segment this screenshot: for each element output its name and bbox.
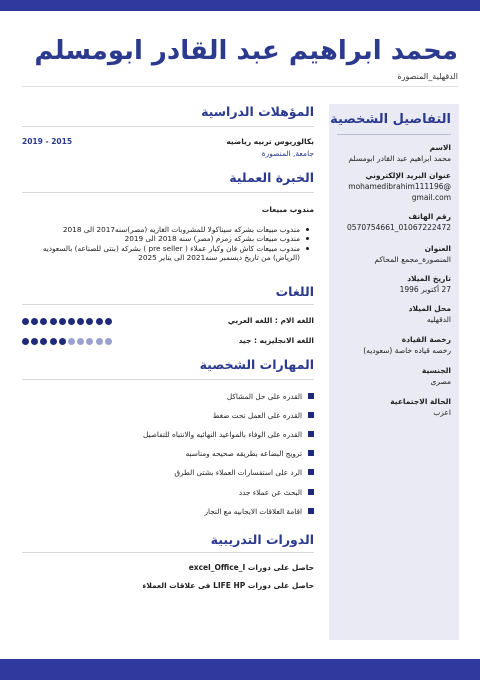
- level-dot-filled: [31, 338, 38, 345]
- list-item: مندوب مبيعات بشركه زمزم (مصر) سنه 2018 الى 2019: [22, 234, 300, 243]
- square-bullet-icon: [308, 431, 314, 437]
- detail-value: اعزب: [433, 408, 451, 417]
- square-bullet-icon: [308, 450, 314, 456]
- detail-value: المنصورة_مجمع المحاكم: [374, 255, 451, 264]
- detail-label: العنوان: [424, 244, 451, 253]
- detail-address: [333, 243, 451, 265]
- level-dot-filled: [31, 318, 38, 325]
- experience-divider: [22, 192, 314, 193]
- square-bullet-icon: [308, 489, 314, 495]
- level-dot-filled: [86, 318, 93, 325]
- courses-title: الدورات التدريبية: [210, 532, 314, 547]
- detail-value: محمد ابراهيم عبد القادر ابومسلم: [348, 154, 451, 163]
- personal-details-sidebar: [329, 104, 459, 640]
- level-dot-filled: [59, 318, 66, 325]
- square-bullet-icon: [308, 393, 314, 399]
- course-item: حاصل على دورات excel_Office_I: [188, 563, 314, 572]
- education-dates: 2019 - 2015: [22, 137, 73, 146]
- education-divider: [22, 126, 314, 127]
- courses-divider: [22, 552, 314, 553]
- level-dot-filled: [68, 318, 75, 325]
- detail-phone: [333, 211, 451, 233]
- detail-birth-place: [333, 303, 451, 325]
- detail-marital-status: [333, 396, 451, 418]
- level-dot-filled: [96, 318, 103, 325]
- detail-value: mohamedibrahim111196@ gmail.com: [348, 182, 451, 202]
- experience-title: الخبرة العملية: [229, 170, 314, 185]
- level-dot-filled: [59, 338, 66, 345]
- level-dot-filled: [40, 318, 47, 325]
- square-bullet-icon: [308, 412, 314, 418]
- detail-name: [333, 142, 451, 164]
- level-dot-filled: [50, 318, 57, 325]
- detail-label: تاريخ الميلاد: [407, 274, 451, 283]
- level-dot-empty: [77, 338, 84, 345]
- level-dot-filled: [105, 318, 112, 325]
- detail-value: 27 أكتوبر 1996: [399, 285, 451, 294]
- list-item: مندوب مبيعات بشركه سيناكولا للمشروبات الغازيه (مصر)سنه2017 الى 2018: [22, 225, 300, 234]
- experience-list: [22, 225, 314, 263]
- detail-birth-date: [333, 273, 451, 295]
- detail-label: محل الميلاد: [408, 304, 451, 313]
- detail-label: الاسم: [429, 143, 451, 152]
- skills-title: المهارات الشخصية: [199, 357, 314, 372]
- course-item: حاصل على دورات LIFE HP فى علاقات العملاء: [142, 581, 314, 590]
- language-label: اللغه الام : اللغه العربي: [227, 316, 314, 325]
- detail-email: [333, 170, 451, 203]
- full-name: محمد ابراهيم عبد القادر ابومسلم: [34, 36, 458, 66]
- level-dot-filled: [77, 318, 84, 325]
- detail-label: الجنسية: [421, 366, 451, 375]
- skills-divider: [22, 379, 314, 380]
- languages-divider: [22, 304, 314, 305]
- detail-value: مصرى: [430, 377, 451, 386]
- level-dot-empty: [86, 338, 93, 345]
- language-label: اللغه الانجليزيه : جيد: [238, 336, 314, 345]
- level-dot-filled: [22, 318, 29, 325]
- level-dot-filled: [22, 338, 29, 345]
- languages-title: اللغات: [275, 284, 314, 299]
- detail-value: الدقهليه: [426, 315, 451, 324]
- level-dot-filled: [50, 338, 57, 345]
- sidebar-title: التفاصيل الشخصية: [330, 112, 451, 127]
- level-dot-empty: [68, 338, 75, 345]
- square-bullet-icon: [308, 508, 314, 514]
- level-dot-empty: [105, 338, 112, 345]
- language-level-dots: [22, 338, 112, 345]
- level-dot-filled: [40, 338, 47, 345]
- level-dot-empty: [96, 338, 103, 345]
- language-row-arabic: [22, 316, 314, 328]
- sidebar-divider: [337, 134, 451, 135]
- detail-label: رخصة القيادة: [401, 335, 451, 344]
- education-title: المؤهلات الدراسية: [201, 104, 314, 119]
- square-bullet-icon: [308, 469, 314, 475]
- language-level-dots: [22, 318, 112, 325]
- detail-label: الحالة الاجتماعية: [390, 397, 451, 406]
- header-divider: [22, 86, 458, 87]
- detail-value: 0570754661_01067222472: [347, 223, 451, 232]
- detail-label: رقم الهاتف: [408, 212, 451, 221]
- location: الدقهلية_المنصورة: [397, 72, 458, 81]
- detail-nationality: [333, 365, 451, 387]
- language-row-english: [22, 336, 314, 348]
- detail-driving-license: [333, 334, 451, 356]
- education-school: جامعة, المنصورة: [261, 149, 314, 158]
- education-degree: بكالوريوس تربيه رياضيه: [226, 137, 314, 146]
- detail-label: عنوان البريد الإلكتروني: [365, 171, 451, 180]
- job-title: مندوب مبيعات: [261, 205, 314, 214]
- bottom-accent-bar: [0, 659, 480, 680]
- top-accent-bar: [0, 0, 480, 11]
- list-item: مندوب مبيعات كاش فان وكبار عملاء ( pre seller ) بشركه (بنتى للصناعه) بالسعوديه (الرياض) من تاريخ ديسمبر سنه2021 الى يناير 2025: [22, 244, 300, 263]
- detail-value: رخصه قياده خاصة (سعوديه): [363, 346, 451, 355]
